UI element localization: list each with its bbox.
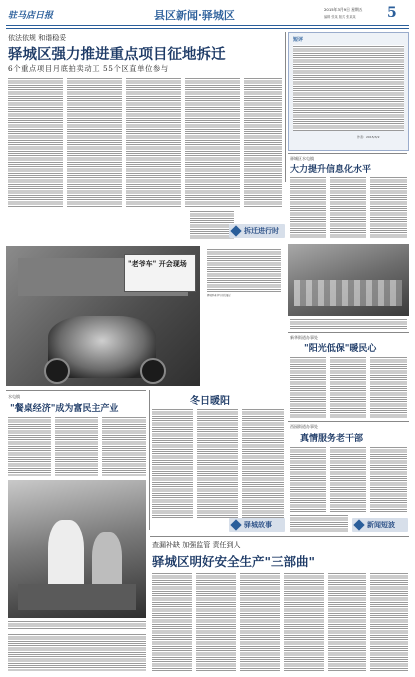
safety-body-5 xyxy=(328,572,366,672)
lead-body-lower-1 xyxy=(190,210,234,240)
dafu-body-3 xyxy=(370,176,407,238)
zhonghu-body-1 xyxy=(290,356,326,418)
commentary-body xyxy=(293,45,404,131)
issue-date: 2015年3月9日 星期五 xyxy=(324,7,363,12)
photo-wheel-left xyxy=(44,358,70,384)
promo-demolition-icon xyxy=(230,225,241,236)
shuitun-kicker: 水屯镇 xyxy=(8,394,20,399)
photo-sign-text: "老爷车" 开会现场 xyxy=(128,259,187,268)
winter-body-1 xyxy=(152,408,193,518)
photo-workshop xyxy=(288,244,409,316)
page-editor: 编辑 张某 版式 张某某 xyxy=(324,15,356,19)
lead-body-col1 xyxy=(8,77,63,207)
safety-body-3 xyxy=(240,572,280,672)
photo-caption: 驿城区老爷车进行展示 xyxy=(207,294,231,297)
lead-kicker: 依法依规 和谐稳妥 xyxy=(8,34,67,42)
zhenqing-body-3 xyxy=(370,446,407,512)
lead-body-col3 xyxy=(126,77,181,207)
masthead-rule-thin xyxy=(6,28,409,29)
section-title: 县区新闻·驿城区 xyxy=(154,9,235,22)
zhenqing-kicker: 西园街道办事处 xyxy=(290,424,318,429)
divider-winter-left xyxy=(149,390,150,530)
page-number: 5 xyxy=(387,5,397,21)
safety-body-6 xyxy=(370,572,408,672)
dafu-kicker: 驿城区水屯镇 xyxy=(290,156,314,161)
dafu-body-2 xyxy=(330,176,366,238)
zhonghu-headline: "阳光低保"暖民心 xyxy=(304,344,377,354)
promo-shortnews-label: 新闻短波 xyxy=(367,521,395,529)
lead-body-col2 xyxy=(67,77,122,207)
photo-kitchen-figure xyxy=(48,520,84,590)
photo-caption-text xyxy=(207,248,281,292)
dafu-body-1 xyxy=(290,176,326,238)
left-bottom-body xyxy=(8,633,146,671)
photo-caption-box xyxy=(204,246,284,386)
newspaper-logo: 驻马店日报 xyxy=(8,11,54,21)
promo-story[interactable] xyxy=(229,518,285,532)
safety-body-4 xyxy=(284,572,324,672)
safety-body-2 xyxy=(196,572,236,672)
divider-safety xyxy=(150,536,409,537)
lead-subhead: 6个重点项目月底拍卖动工 55个区直单位参与 xyxy=(8,64,169,73)
safety-body-1 xyxy=(152,572,192,672)
column-divider xyxy=(285,32,286,182)
shuitun-body-2 xyxy=(55,416,98,476)
zhenqing-body-1 xyxy=(290,446,326,512)
photo-kitchen xyxy=(8,480,146,618)
divider-zhenqing xyxy=(288,421,409,422)
commentary-box xyxy=(288,32,409,151)
zhonghu-body-2 xyxy=(330,356,366,418)
commentary-byline: 作者：2015/3/2 xyxy=(357,135,380,139)
photo-car-show xyxy=(6,246,200,386)
promo-demolition[interactable] xyxy=(229,224,285,238)
masthead xyxy=(6,5,409,23)
zhenqing-body-2 xyxy=(330,446,366,512)
promo-shortnews[interactable] xyxy=(352,518,408,532)
photo-wheel-right xyxy=(140,358,166,384)
photo-workshop-row xyxy=(294,280,402,306)
divider-dafu xyxy=(288,153,407,154)
promo-story-label: 驿城故事 xyxy=(244,521,272,529)
winter-headline: 冬日暖阳 xyxy=(190,396,230,407)
photo-kitchen-table xyxy=(18,584,136,610)
lead-headline: 驿城区强力推进重点项目征地拆迁 xyxy=(8,46,226,63)
zhonghu-kicker: 新华街道办事处 xyxy=(290,335,318,340)
shuitun-headline: "餐桌经济"成为富民主产业 xyxy=(10,404,119,414)
photo-workshop-caption xyxy=(290,318,407,329)
lead-body-col5 xyxy=(244,77,282,207)
zhonghu-body-3 xyxy=(370,356,407,418)
photo-kitchen-caption xyxy=(8,620,146,630)
photo-sign xyxy=(124,254,196,292)
shortnews-body-1 xyxy=(290,514,348,532)
safety-headline: 驿城区明好安全生产"三部曲" xyxy=(152,554,316,569)
divider-zhonghu xyxy=(288,332,409,333)
winter-body-3 xyxy=(242,408,284,518)
zhenqing-headline: 真情服务老干部 xyxy=(300,434,364,444)
winter-body-2 xyxy=(197,408,238,518)
masthead-rule xyxy=(6,25,409,26)
shuitun-body-3 xyxy=(102,416,146,476)
commentary-title: 短评 xyxy=(293,37,304,43)
promo-story-icon xyxy=(230,519,241,530)
divider-shuitun xyxy=(6,390,146,391)
safety-kicker: 查漏补缺 加强监管 责任到人 xyxy=(152,541,241,549)
photo-kitchen-figure-2 xyxy=(92,532,122,592)
lead-body-col4 xyxy=(185,77,240,207)
dafu-headline: 大力提升信息化水平 xyxy=(290,165,372,175)
shuitun-body-1 xyxy=(8,416,51,476)
promo-shortnews-icon xyxy=(353,519,364,530)
promo-demolition-label: 拆迁进行时 xyxy=(244,227,279,235)
